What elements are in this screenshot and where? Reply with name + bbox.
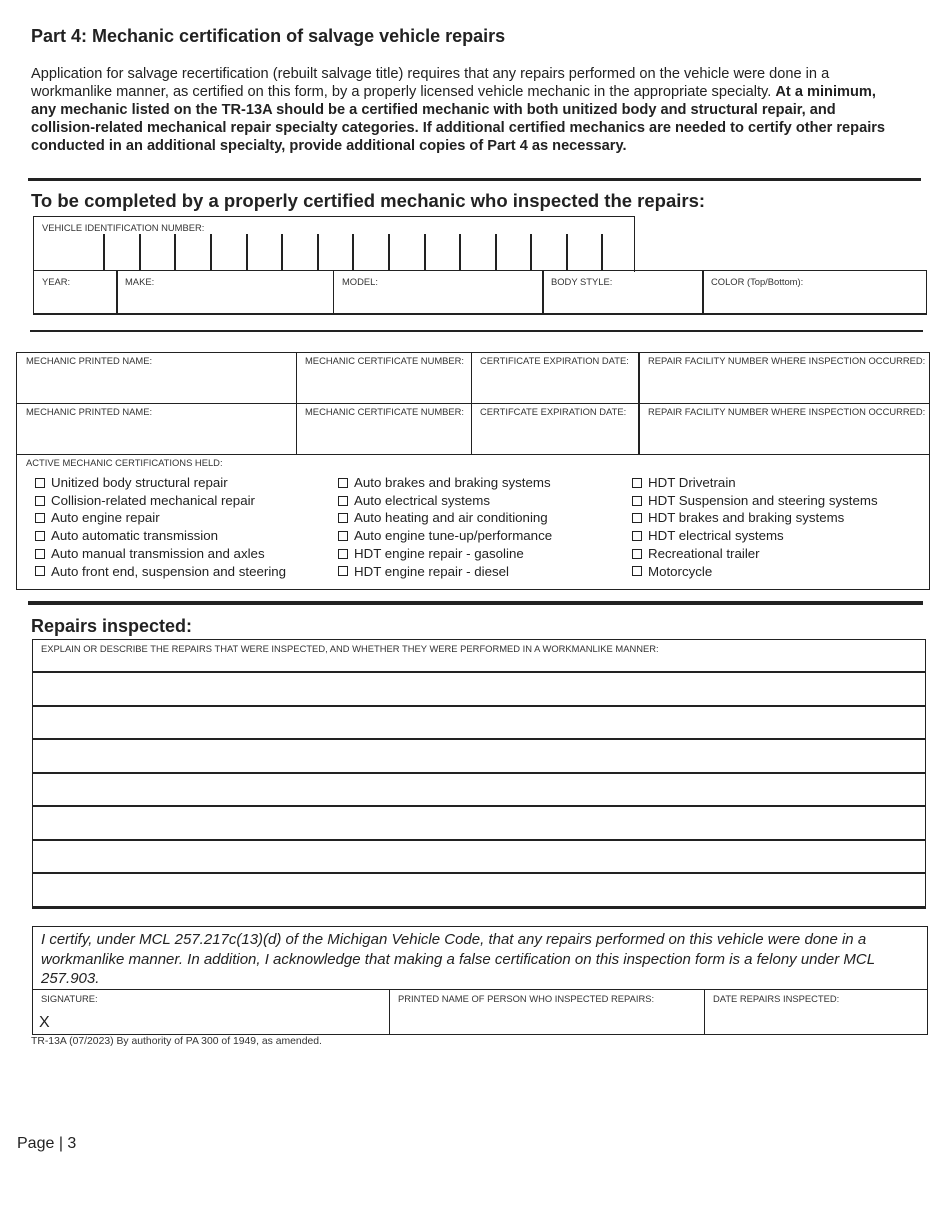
part-title: Part 4: Mechanic certification of salvage vehicle repairs <box>31 26 506 46</box>
vin-field[interactable] <box>33 216 635 272</box>
checkbox[interactable] <box>632 549 642 559</box>
cert-option[interactable]: Auto electrical systems <box>338 492 552 510</box>
date-inspected-field[interactable] <box>704 989 928 1035</box>
repair-facility-label-1: REPAIR FACILITY NUMBER WHERE INSPECTION OCCURRED: <box>648 355 926 366</box>
checkbox[interactable] <box>338 531 348 541</box>
cert-option[interactable]: Motorcycle <box>632 563 878 581</box>
mechanic-cert-number-label-2: MECHANIC CERTIFICATE NUMBER: <box>305 406 465 417</box>
cert-option[interactable]: Auto heating and air conditioning <box>338 509 552 527</box>
grid-line <box>17 403 929 404</box>
certification-statement-box <box>32 926 928 990</box>
repair-line[interactable] <box>32 872 926 874</box>
cert-option[interactable]: HDT electrical systems <box>632 527 878 545</box>
checkbox[interactable] <box>35 566 45 576</box>
divider <box>28 178 921 181</box>
certifications-label: ACTIVE MECHANIC CERTIFICATIONS HELD: <box>26 457 223 468</box>
repairs-heading: Repairs inspected: <box>31 616 193 636</box>
signature-mark: X <box>39 1014 50 1031</box>
repairs-explain-label: EXPLAIN OR DESCRIBE THE REPAIRS THAT WERE INSPECTED, AND WHETHER THEY WERE PERFORMED IN A WORKMANLIKE MANNER: <box>41 643 659 654</box>
checkbox[interactable] <box>338 566 348 576</box>
cert-option[interactable]: Auto manual transmission and axles <box>35 545 286 563</box>
repair-facility-label-2: REPAIR FACILITY NUMBER WHERE INSPECTION OCCURRED: <box>648 406 926 417</box>
cert-option[interactable]: HDT engine repair - gasoline <box>338 545 552 563</box>
color-label: COLOR (Top/Bottom): <box>711 276 804 287</box>
cert-option[interactable]: Auto engine tune-up/performance <box>338 527 552 545</box>
checkbox[interactable] <box>338 513 348 523</box>
vin-cell-divider <box>459 234 461 270</box>
checkbox[interactable] <box>35 478 45 488</box>
repairs-description-box[interactable] <box>32 639 926 909</box>
vin-cell-divider <box>424 234 426 270</box>
divider <box>28 601 923 605</box>
repair-line[interactable] <box>32 671 926 673</box>
divider <box>30 330 923 332</box>
vin-cell-divider <box>246 234 248 270</box>
mechanic-info-grid <box>16 352 930 590</box>
cert-option[interactable]: HDT brakes and braking systems <box>632 509 878 527</box>
repair-line[interactable] <box>32 805 926 807</box>
vin-label: VEHICLE IDENTIFICATION NUMBER: <box>42 222 205 233</box>
checkbox[interactable] <box>632 513 642 523</box>
vin-cell-divider <box>210 234 212 270</box>
form-footer: TR-13A (07/2023) By authority of PA 300 of 1949, as amended. <box>31 1036 322 1047</box>
cert-option[interactable]: HDT engine repair - diesel <box>338 563 552 581</box>
checkbox[interactable] <box>632 566 642 576</box>
cert-option[interactable]: HDT Suspension and steering systems <box>632 492 878 510</box>
repair-line[interactable] <box>32 738 926 740</box>
cert-option[interactable]: Unitized body structural repair <box>35 474 286 492</box>
certifications-column-3 <box>632 474 878 580</box>
repair-line[interactable] <box>32 839 926 841</box>
grid-line <box>296 353 297 454</box>
checkbox[interactable] <box>35 496 45 506</box>
cert-option[interactable]: Collision-related mechanical repair <box>35 492 286 510</box>
checkbox[interactable] <box>338 549 348 559</box>
vin-cell-divider <box>530 234 532 270</box>
vin-cell-divider <box>566 234 568 270</box>
certifications-column-1 <box>35 474 286 580</box>
make-field[interactable] <box>117 270 334 315</box>
signature-label: SIGNATURE: <box>41 993 98 1004</box>
cert-expiration-label-2: CERTIFCATE EXPIRATION DATE: <box>480 406 627 417</box>
mechanic-name-label-1: MECHANIC PRINTED NAME: <box>26 355 153 366</box>
cert-option[interactable]: Auto automatic transmission <box>35 527 286 545</box>
vin-cell-divider <box>103 234 105 270</box>
model-label: MODEL: <box>342 276 378 287</box>
printed-name-label: PRINTED NAME OF PERSON WHO INSPECTED REPAIRS: <box>398 993 655 1004</box>
repair-line[interactable] <box>32 772 926 774</box>
certification-statement: I certify, under MCL 257.217c(13)(d) of the Michigan Vehicle Code, that any repairs performed on this vehicle were done in a workmanlike manner. In addition, I acknowledge that making a false certification on this inspection form is a felony under MCL 257.903. <box>41 931 875 987</box>
checkbox[interactable] <box>35 549 45 559</box>
color-field[interactable] <box>703 270 927 315</box>
vin-cell-divider <box>174 234 176 270</box>
vin-cell-divider <box>388 234 390 270</box>
vin-cell-divider <box>281 234 283 270</box>
grid-line <box>17 454 929 455</box>
year-field[interactable] <box>33 270 118 315</box>
repair-line[interactable] <box>32 705 926 707</box>
certifications-column-2 <box>338 474 552 580</box>
model-field[interactable] <box>333 270 544 315</box>
intro-bold-text: At a minimum, any mechanic listed on the TR-13A should be a certified mechanic with both unitized body and structural repair, and collision-related mechanical repair specialty categories. If additional certified mechanics are needed to certify other repairs conducted in an additional specialty, provide additional copies of Part 4 as necessary. <box>31 84 886 154</box>
checkbox[interactable] <box>35 513 45 523</box>
cert-option[interactable]: Recreational trailer <box>632 545 878 563</box>
checkbox[interactable] <box>632 531 642 541</box>
vin-cell-divider <box>495 234 497 270</box>
grid-line <box>471 353 472 454</box>
body-style-label: BODY STYLE: <box>551 276 613 287</box>
body-style-field[interactable] <box>543 270 704 315</box>
checkbox[interactable] <box>632 478 642 488</box>
checkbox[interactable] <box>35 531 45 541</box>
intro-normal-text: Application for salvage recertification (rebuilt salvage title) requires that any repairs performed on the vehicle were done in a workmanlike manner, as certified on this form, by a properly licensed vehicle mechanic in the appropriate specialty. <box>31 66 830 100</box>
vin-cell-divider <box>601 234 603 270</box>
printed-name-field[interactable] <box>389 989 705 1035</box>
vin-cell-divider <box>317 234 319 270</box>
cert-option[interactable]: Auto front end, suspension and steering <box>35 563 286 581</box>
section-heading: To be completed by a properly certified mechanic who inspected the repairs: <box>31 190 706 211</box>
vin-cell-divider <box>352 234 354 270</box>
grid-line <box>638 353 640 454</box>
checkbox[interactable] <box>338 478 348 488</box>
cert-option[interactable]: HDT Drivetrain <box>632 474 878 492</box>
checkbox[interactable] <box>338 496 348 506</box>
mechanic-name-label-2: MECHANIC PRINTED NAME: <box>26 406 153 417</box>
vin-cell-divider <box>139 234 141 270</box>
date-inspected-label: DATE REPAIRS INSPECTED: <box>713 993 840 1004</box>
checkbox[interactable] <box>632 496 642 506</box>
cert-option[interactable]: Auto engine repair <box>35 509 286 527</box>
make-label: MAKE: <box>125 276 155 287</box>
intro-paragraph <box>31 65 891 155</box>
cert-expiration-label-1: CERTIFICATE EXPIRATION DATE: <box>480 355 629 366</box>
page-number: Page | 3 <box>17 1135 77 1152</box>
year-label: YEAR: <box>42 276 71 287</box>
mechanic-cert-number-label-1: MECHANIC CERTIFICATE NUMBER: <box>305 355 465 366</box>
cert-option[interactable]: Auto brakes and braking systems <box>338 474 552 492</box>
signature-field[interactable] <box>32 989 390 1035</box>
